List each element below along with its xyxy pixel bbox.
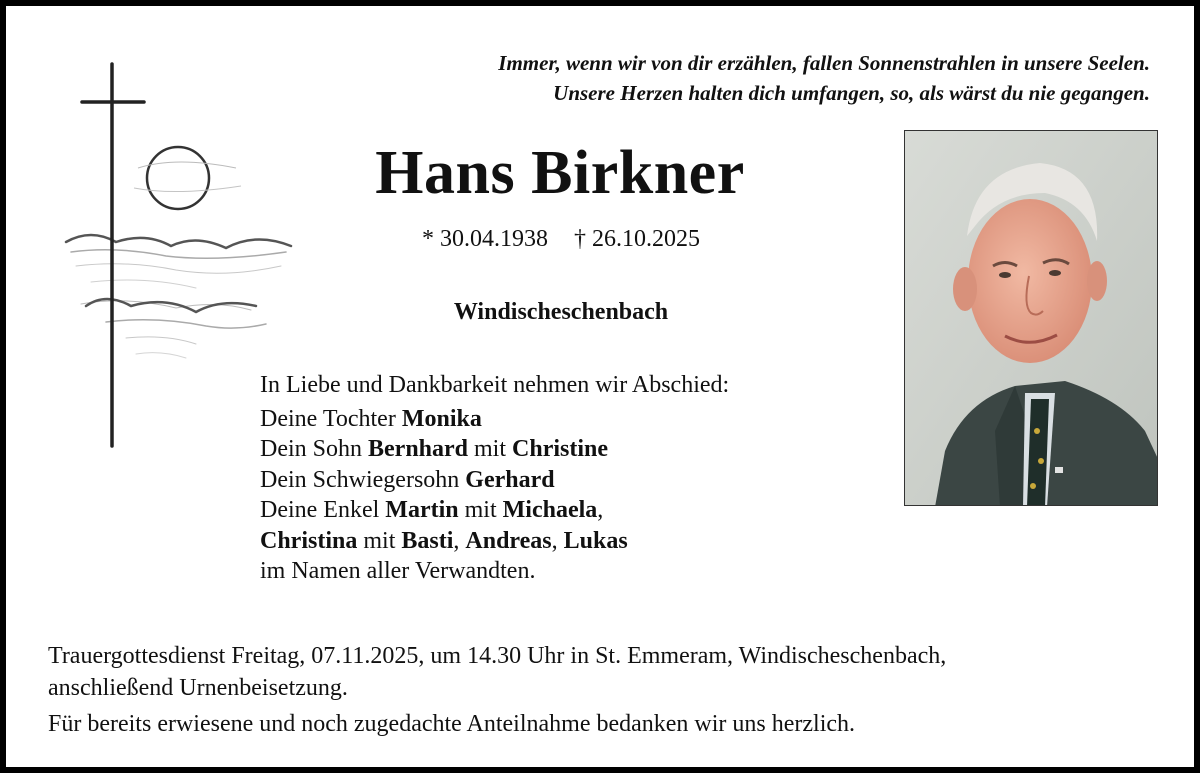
service-line-2: anschließend Urnenbeisetzung. bbox=[48, 675, 348, 701]
death-date: † 26.10.2025 bbox=[574, 226, 700, 252]
mourner-name: Andreas bbox=[465, 527, 552, 554]
mourner-name: Lukas bbox=[563, 527, 628, 554]
mourner-text: im Namen aller Verwandten. bbox=[260, 558, 536, 584]
service-info bbox=[48, 640, 1178, 740]
portrait-photo bbox=[904, 130, 1158, 506]
mourner-name: Michaela bbox=[502, 497, 598, 523]
mourner-name: Christina bbox=[260, 527, 358, 554]
mourners-list bbox=[260, 370, 729, 587]
mourner-line bbox=[260, 556, 729, 587]
mourner-line bbox=[260, 434, 729, 465]
portrait-illustration bbox=[905, 131, 1158, 506]
clouds-drawing bbox=[66, 235, 291, 358]
mourner-text: mit bbox=[468, 436, 513, 462]
mourner-text: Dein Sohn bbox=[260, 436, 368, 462]
mourner-text: Dein Schwiegersohn bbox=[260, 466, 466, 493]
mourner-name: Basti bbox=[401, 527, 454, 554]
mourner-name: Gerhard bbox=[465, 466, 555, 493]
service-line-1: Trauergottesdienst Freitag, 07.11.2025, um 14.30 Uhr in St. Emmeram, Windischeschenbach, bbox=[48, 643, 947, 669]
mourner-line bbox=[260, 404, 729, 435]
mourner-text: , bbox=[551, 527, 564, 554]
cross-icon bbox=[82, 64, 144, 446]
deceased-name: Hans Birkner bbox=[375, 139, 745, 207]
mourner-line bbox=[260, 465, 729, 496]
mourner-line bbox=[260, 495, 729, 526]
mourner-name: Bernhard bbox=[368, 436, 469, 462]
mourner-text: , bbox=[453, 527, 466, 554]
hometown: Windischeschenbach bbox=[453, 299, 669, 325]
mourner-name: Monika bbox=[401, 405, 482, 432]
memorial-quote bbox=[498, 48, 1150, 108]
quote-line-2: Unsere Herzen halten dich umfangen, so, als wärst du nie gegangen. bbox=[553, 81, 1150, 105]
mourner-text: Deine Enkel bbox=[260, 497, 386, 523]
mourners-intro: In Liebe und Dankbarkeit nehmen wir Abschied: bbox=[260, 372, 730, 398]
mourner-text: Deine Tochter bbox=[260, 405, 402, 432]
birth-date: * 30.04.1938 bbox=[422, 226, 548, 252]
mourner-text: mit bbox=[458, 497, 503, 523]
quote-line-1: Immer, wenn wir von dir erzählen, fallen Sonnenstrahlen in unsere Seelen. bbox=[498, 51, 1150, 75]
mourner-line bbox=[260, 526, 729, 557]
sun-icon bbox=[134, 147, 241, 209]
life-dates bbox=[336, 226, 786, 253]
mourner-text: , bbox=[597, 497, 604, 523]
thanks-line: Für bereits erwiesene und noch zugedachte Anteilnahme bedanken wir uns herzlich. bbox=[48, 711, 856, 737]
mourner-name: Martin bbox=[385, 497, 459, 523]
mourner-name: Christine bbox=[512, 436, 609, 462]
mourner-text: mit bbox=[357, 527, 402, 554]
